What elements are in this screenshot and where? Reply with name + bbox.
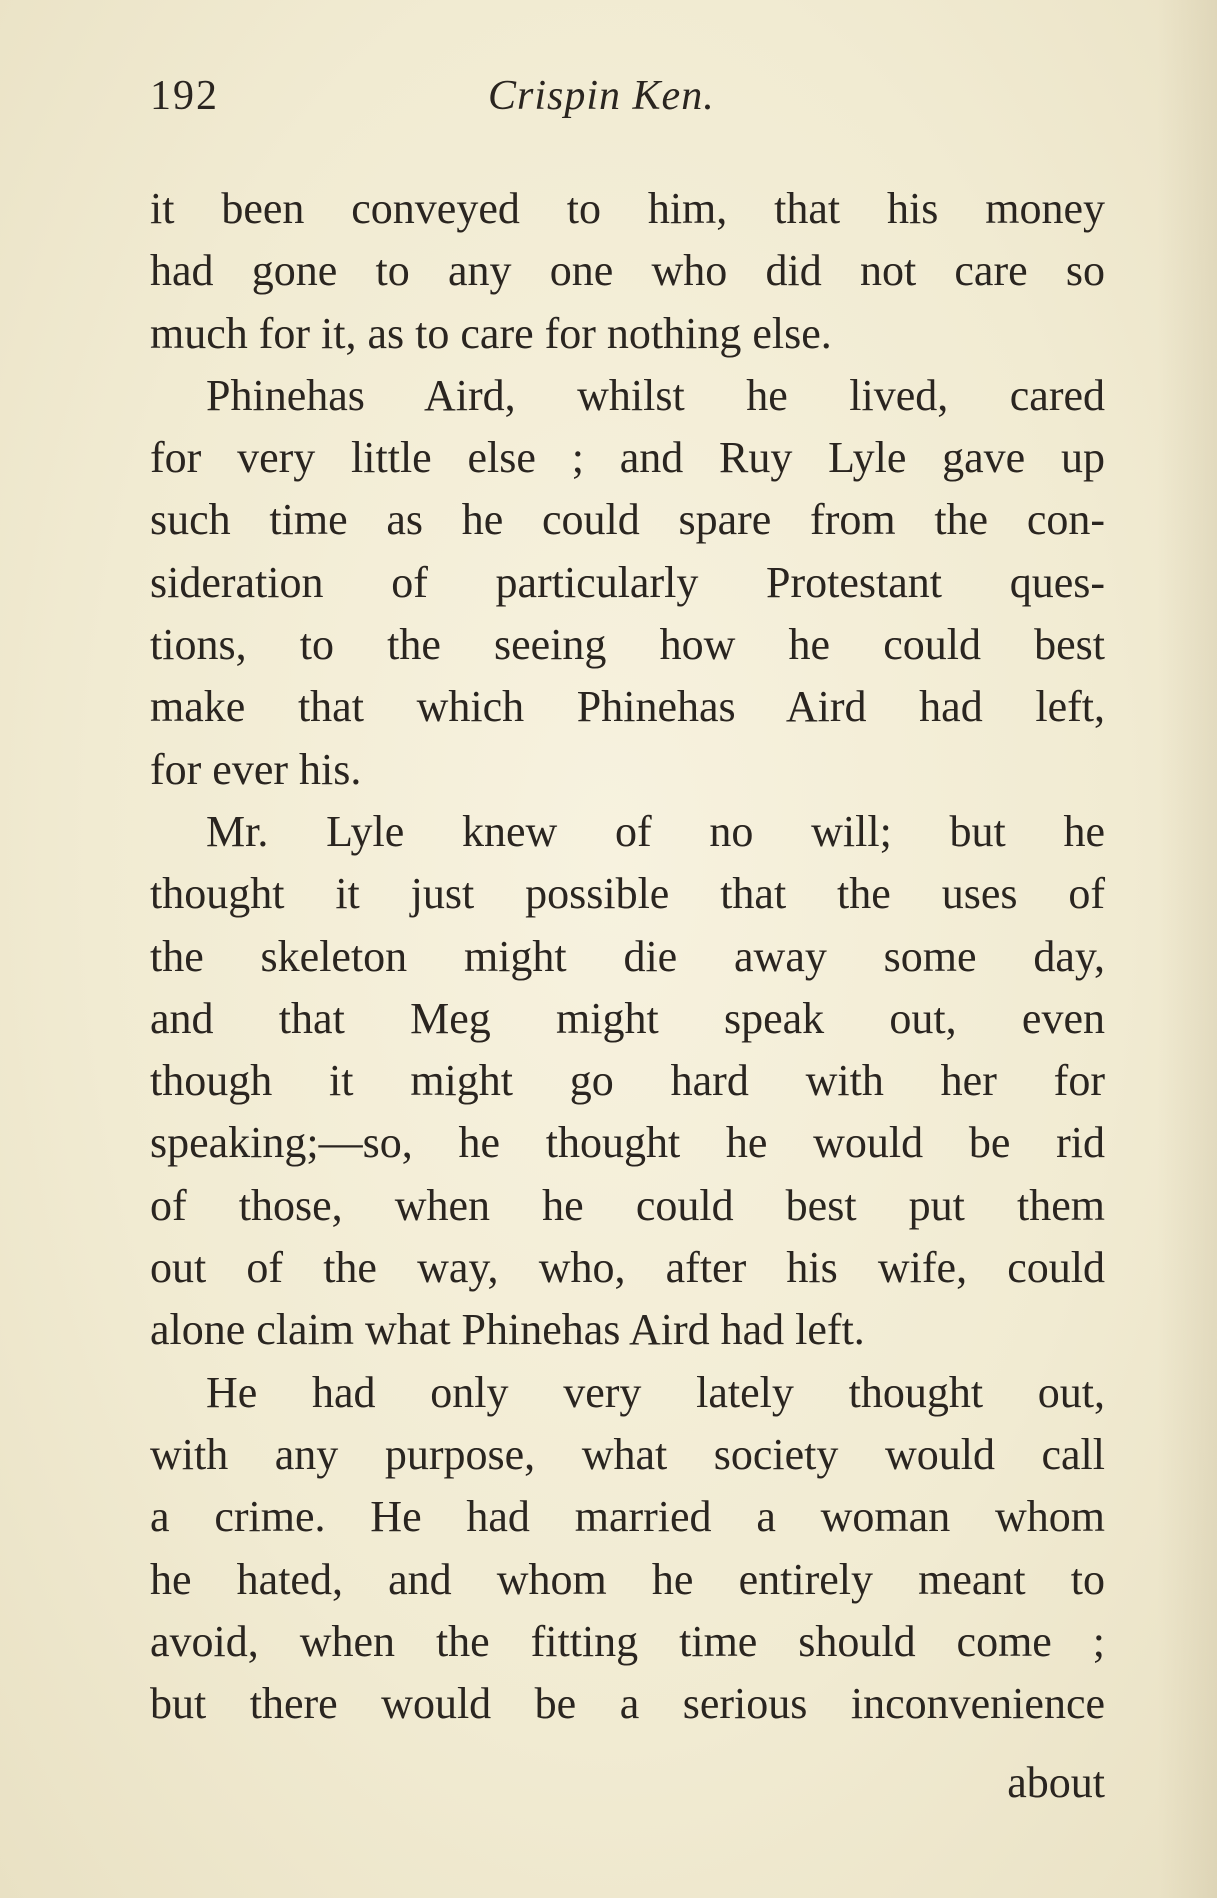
text-line: with any purpose, what society would call <box>150 1429 1105 1479</box>
text-line: thought it just possible that the uses of <box>150 869 1105 919</box>
text-line: the skeleton might die away some day, <box>150 931 1105 981</box>
page-number: 192 <box>150 73 219 119</box>
text-line: out of the way, who, after his wife, could <box>150 1243 1105 1293</box>
text-line: alone claim what Phinehas Aird had left. <box>150 1305 865 1355</box>
text-line: but there would be a serious inconvenience <box>150 1679 1105 1729</box>
text-line: though it might go hard with her for <box>150 1056 1105 1106</box>
text-line: a crime. He had married a woman whom <box>150 1492 1105 1542</box>
text-line: tions, to the seeing how he could best <box>150 620 1105 670</box>
text-line: avoid, when the fitting time should come ; <box>150 1616 1105 1666</box>
running-title: Crispin Ken. <box>488 73 715 119</box>
text-line: such time as he could spare from the con- <box>150 495 1105 545</box>
text-line: he hated, and whom he entirely meant to <box>150 1554 1105 1604</box>
text-line: of those, when he could best put them <box>150 1180 1105 1230</box>
page-edge-shadow <box>1157 0 1217 1898</box>
body-text <box>150 178 1105 1735</box>
text-line: it been conveyed to him, that his money <box>150 184 1105 233</box>
text-line: Mr. Lyle knew of no will; but he <box>206 806 1105 856</box>
text-line: for very little else ; and Ruy Lyle gave up <box>150 433 1105 483</box>
text-line: sideration of particularly Protestant ques- <box>150 557 1105 607</box>
text-line: for ever his. <box>150 744 362 794</box>
text-line: and that Meg might speak out, even <box>150 993 1105 1043</box>
text-line: speaking;—so, he thought he would be rid <box>150 1118 1105 1168</box>
running-head <box>150 72 1110 132</box>
text-line: make that which Phinehas Aird had left, <box>150 682 1105 732</box>
text-line: Phinehas Aird, whilst he lived, cared <box>206 370 1105 420</box>
text-line: had gone to any one who did not care so <box>150 246 1105 296</box>
catchword: about <box>1007 1758 1105 1807</box>
text-line: He had only very lately thought out, <box>206 1367 1105 1417</box>
text-line: much for it, as to care for nothing else. <box>150 308 832 358</box>
